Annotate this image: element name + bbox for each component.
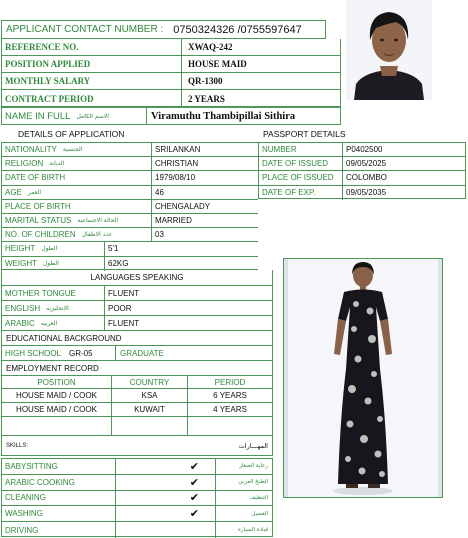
employment-row (2, 389, 272, 403)
detail-value: 03 (155, 230, 164, 240)
passport-label: NUMBER (259, 143, 343, 156)
passport-value: COLOMBO (346, 173, 387, 183)
skills-heading-row (1, 436, 273, 456)
education-row (1, 346, 273, 361)
detail-label: MARITAL STATUS (5, 216, 72, 226)
language-row (2, 286, 272, 301)
full-photo-image (284, 259, 442, 497)
passport-table (258, 142, 466, 199)
employment-header-period: PERIOD (214, 377, 246, 387)
passport-row-issue-place (259, 171, 465, 185)
detail-value: 46 (155, 187, 164, 197)
contact-label: APPLICANT CONTACT NUMBER : (6, 24, 164, 35)
name-label-cell (2, 108, 147, 124)
detail-row-dob (2, 171, 258, 185)
languages-heading: LANGUAGES SPEAKING (90, 273, 184, 282)
skill-row-babysitting (2, 459, 272, 475)
detail-label: PLACE OF BIRTH (5, 201, 71, 211)
employment-row-empty (2, 417, 272, 436)
applicant-portrait (346, 0, 432, 100)
summary-table (1, 39, 341, 107)
detail-label: AGE (5, 187, 22, 197)
detail-label-ar: الطول (43, 260, 59, 268)
summary-row-salary (2, 73, 340, 90)
summary-value: QR-1300 (188, 76, 223, 86)
employment-header-country: COUNTRY (112, 376, 188, 388)
detail-label: NATIONALITY (5, 145, 57, 155)
summary-value: 2 YEARS (188, 93, 225, 104)
detail-label-ar: الطول (41, 245, 58, 253)
skill-check (116, 522, 216, 538)
summary-value: XWAQ-242 (188, 42, 233, 52)
detail-row-pob (2, 200, 258, 214)
detail-row-children (2, 228, 258, 242)
passport-label: PLACE OF ISSUED (259, 171, 343, 184)
employment-period: 4 YEARS (213, 405, 247, 414)
summary-row-contract (2, 90, 340, 107)
language-label: ENGLISH (5, 303, 41, 313)
summary-row-reference (2, 39, 340, 56)
detail-row-nationality (2, 143, 258, 157)
details-table (1, 142, 258, 270)
skill-label-ar: قيادة السيارة (237, 527, 268, 534)
detail-label: NO. OF CHILDREN (5, 230, 76, 240)
skill-row-driving (2, 522, 272, 538)
language-label: ARABIC (5, 319, 35, 328)
skills-label: SKILLS: (6, 442, 29, 449)
employment-heading-row (1, 361, 273, 376)
skill-label: BABYSITTING (2, 459, 116, 474)
education-level: HIGH SCHOOL (5, 348, 62, 358)
detail-value: 62KG (108, 259, 129, 269)
skill-label-ar: الطبخ العربي (238, 479, 268, 486)
employment-period: 6 YEARS (213, 391, 247, 400)
language-value: POOR (108, 303, 132, 313)
employment-heading: EMPLOYMENT RECORD (6, 363, 99, 373)
language-label-ar: العربيه (40, 320, 58, 327)
detail-value: 5'1 (108, 244, 119, 254)
employment-country: KUWAIT (112, 403, 188, 416)
skill-label-ar: الغسيل (251, 510, 268, 517)
language-label-ar: الانجليزيه (46, 304, 69, 312)
employment-country: KSA (112, 389, 188, 402)
employment-header-row (2, 376, 272, 389)
employment-header-position: POSITION (2, 376, 112, 388)
skill-row-arabic-cooking (2, 475, 272, 491)
detail-value: 1979/08/10 (155, 173, 196, 183)
skill-check: ✔ (116, 475, 216, 490)
name-value: Viramuthu Thambipillai Sithira (151, 110, 296, 122)
summary-row-position (2, 56, 340, 73)
detail-row-age (2, 186, 258, 200)
passport-value: 09/05/2035 (346, 188, 387, 198)
summary-label: CONTRACT PERIOD (2, 90, 182, 107)
passport-value: P0402500 (346, 145, 383, 155)
skill-row-cleaning (2, 491, 272, 507)
skill-label: ARABIC COOKING (2, 475, 116, 490)
detail-label: RELIGION (5, 159, 44, 169)
passport-value: 09/05/2025 (346, 159, 387, 169)
language-value: FLUENT (108, 288, 140, 298)
portrait-image (346, 0, 432, 100)
education-status: GRADUATE (120, 348, 164, 358)
employment-position: HOUSE MAID / COOK (2, 403, 112, 416)
languages-heading-row (1, 270, 273, 286)
detail-value: CHRISTIAN (155, 159, 199, 169)
detail-value: MARRIED (155, 216, 192, 226)
passport-row-issue-date (259, 157, 465, 171)
detail-value: SRILANKAN (155, 145, 201, 155)
skill-label-ar: التنظيف (249, 494, 268, 501)
skill-label-ar: رعاية الصغار (239, 463, 268, 470)
detail-row-weight (2, 257, 258, 271)
detail-row-height (2, 242, 258, 256)
contact-value: 0750324326 /0755597647 (173, 23, 302, 36)
name-label: NAME IN FULL (5, 110, 71, 122)
passport-heading: PASSPORT DETAILS (263, 129, 346, 139)
detail-row-marital (2, 214, 258, 228)
employment-table (1, 376, 273, 436)
language-row (2, 301, 272, 316)
skill-check: ✔ (116, 459, 216, 474)
skill-label: CLEANING (2, 491, 116, 506)
summary-value: HOUSE MAID (188, 59, 247, 69)
detail-label-ar: الديانة (49, 160, 65, 168)
education-heading-row (1, 331, 273, 346)
skill-label: DRIVING (2, 522, 116, 538)
detail-label-ar: عدد الاطفال (81, 231, 113, 239)
detail-label: DATE OF BIRTH (5, 173, 66, 183)
summary-label: MONTHLY SALARY (2, 73, 182, 89)
skills-table (1, 458, 273, 537)
skill-check: ✔ (116, 506, 216, 521)
employment-position: HOUSE MAID / COOK (2, 389, 112, 402)
language-value: FLUENT (108, 319, 140, 328)
skill-check: ✔ (116, 491, 216, 506)
name-row (1, 107, 341, 125)
detail-row-religion (2, 157, 258, 171)
detail-label-ar: الحالة الاجتماعية (77, 217, 119, 225)
education-grade: GR-05 (69, 348, 93, 358)
passport-row-expiry (259, 186, 465, 200)
contact-row (1, 20, 326, 39)
detail-label-ar: العمر (27, 188, 42, 196)
details-heading: DETAILS OF APPLICATION (18, 129, 125, 139)
passport-label: DATE OF ISSUED (259, 157, 343, 170)
applicant-full-photo (283, 258, 443, 498)
detail-label-ar: الجنسية (62, 146, 83, 154)
skill-row-washing (2, 506, 272, 522)
passport-label: DATE OF EXP. (259, 186, 343, 200)
name-label-ar: الاسم الكامل (76, 112, 109, 120)
skill-label: WASHING (2, 506, 116, 521)
detail-label: HEIGHT (5, 244, 36, 254)
summary-label: POSITION APPLIED (2, 56, 182, 72)
skills-label-ar: المهـــارات (238, 441, 268, 450)
detail-label: WEIGHT (5, 259, 37, 269)
detail-value: CHENGALADY (155, 201, 211, 211)
languages-table (1, 286, 273, 331)
employment-row (2, 403, 272, 417)
passport-row-number (259, 143, 465, 157)
education-heading: EDUCATIONAL BACKGROUND (6, 333, 122, 343)
language-label: MOTHER TONGUE (5, 288, 76, 298)
summary-label: REFERENCE NO. (2, 39, 182, 55)
language-row (2, 316, 272, 331)
